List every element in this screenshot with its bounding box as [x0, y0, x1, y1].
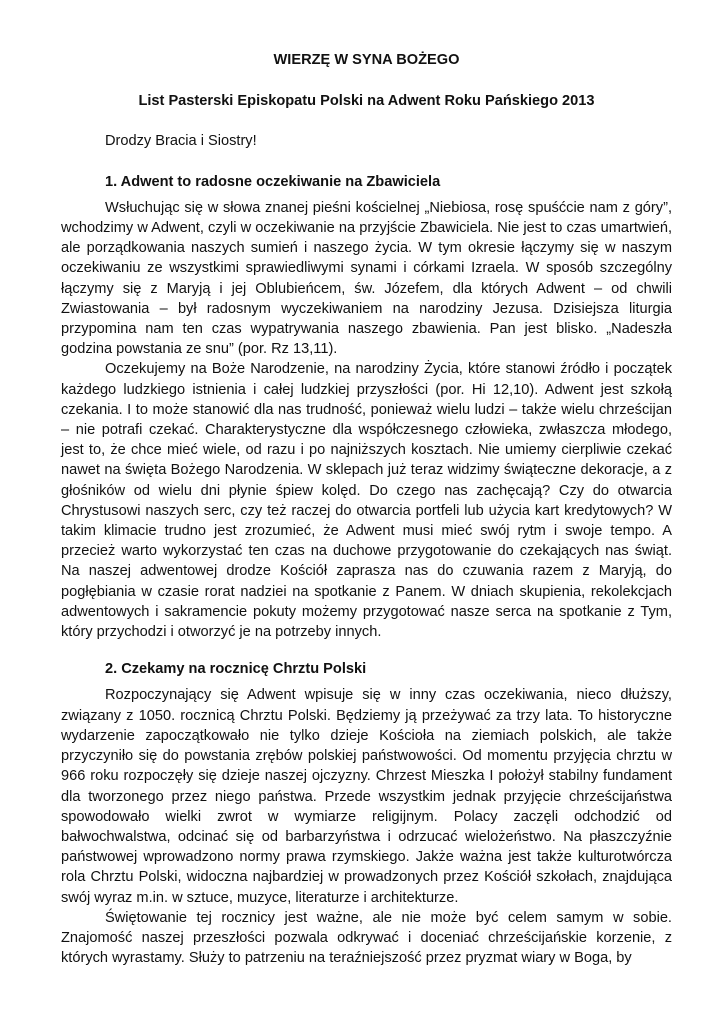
- greeting: Drodzy Bracia i Siostry!: [105, 133, 257, 150]
- section-spacer: [61, 642, 672, 659]
- paragraph: Wsłuchując się w słowa znanej pieśni kościelnej „Niebiosa, rosę spuśćcie nam z góry”, wchodzimy w Adwent, czyli w oczekiwanie na przyjście Zbawiciela. Nie jest to czas umartwień, ale porządkowania naszych sumień i naszego życia. W tym okresie łączymy się w naszym oczekiwaniu ze wszystkimi sprawiedliwymi synami i córkami Izraela. W sposób szczególny łączymy się z Maryją i jej Oblubieńcem, św. Józefem, dla których Adwent – od chwili Zwiastowania – był radosnym wyczekiwaniem na narodziny Jezusa. Dzisiejsza liturgia przypomina nam ten czas wypatrywania naszego zbawienia. Pan jest blisko. „Nadeszła godzina powstania ze snu” (por. Rz 13,11).: [61, 199, 672, 358]
- paragraph: Świętowanie tej rocznicy jest ważne, ale nie może być celem samym w sobie. Znajomość naszej przeszłości pozwala odkrywać i doceniać chrześcijańskie korzenie, z których wyrastamy. Służy to patrzeniu na teraźniejszość przez pryzmat wiary w Boga, by: [61, 909, 672, 967]
- paragraph: Rozpoczynający się Adwent wpisuje się w inny czas oczekiwania, nieco dłuższy, związany z 1050. rocznicą Chrztu Polski. Będziemy ją przeżywać za trzy lata. To historyczne wydarzenie zapoczątkowało nie tylko dzieje Kościoła na ziemiach polskich, ale także przyczyniło się do powstania zrębów polskiej państwowości. Od momentu przyjęcia chrztu w 966 roku rozpoczęły się dzieje naszej ojczyzny. Chrzest Mieszka I położył stabilny fundament dla tworzonego przez niego państwa. Przede wszystkim jednak przyjęcie chrześcijaństwa spowodowało wielki zwrot w wymiarze religijnym. Polacy zaczęli odchodzić od bałwochwalstwa, odcinać się od barbarzyństwa i odrzucać wielożeństwo. Na płaszczyźnie państwowej wprowadzono normy prawa rzymskiego. Jakże ważna jest także kulturotwórcza rola Chrztu Polski, widoczna najbardziej w prowadzonych przez Kościół szkołach, znajdująca swój wyraz m.in. w sztuce, muzyce, literaturze i architekturze.: [61, 687, 672, 906]
- section-1: [61, 172, 672, 643]
- document-title: WIERZĘ W SYNA BOŻEGO: [273, 52, 460, 68]
- paragraph: Oczekujemy na Boże Narodzenie, na narodziny Życia, które stanowi źródło i początek każdego ludzkiego istnienia i całej ludzkiej przyszłości (por. Hi 12,10). Adwent jest szkołą czekania. I to może stanowić dla nas trudność, ponieważ wielu ludzi – także wielu chrześcijan – nie potrafi czekać. Charakterystyczne dla współczesnego człowieka, zwłaszcza młodego, jest to, że chce mieć wiele, od razu i po najniższych kosztach. Nie umiemy cierpliwie czekać nawet na święta Bożego Narodzenia. W sklepach już teraz widzimy świąteczne dekoracje, a z głośników od wielu dni płynie śpiew kolęd. Do czego nas zachęcają? Czy do otwarcia Chrystusowi naszych serc, czy też raczej do otwarcia portfeli lub użycia kart kredytowych? W takim klimacie trudno jest zrozumieć, że Adwent musi mieć swój rytm i swoje tempo. A przecież warto wykorzystać ten czas na duchowe przygotowanie do czekających nas świąt. Na naszej adwentowej drodze Kościół zaprasza nas do czuwania razem z Maryją, do pogłębiania w czasie rorat nadziei na spotkanie z Panem. W dniach skupienia, rekolekcjach adwentowych i sakramencie pokuty możemy przygotować nasze serca na spotkanie z Tym, który przychodzi i otworzyć je na potrzeby innych.: [61, 361, 672, 641]
- document-subtitle: List Pasterski Episkopatu Polski na Adwent Roku Pańskiego 2013: [138, 93, 595, 110]
- section-heading: 2. Czekamy na rocznicę Chrztu Polski: [105, 661, 367, 678]
- section-heading: 1. Adwent to radosne oczekiwanie na Zbawiciela: [105, 173, 441, 190]
- section-2: [61, 659, 672, 968]
